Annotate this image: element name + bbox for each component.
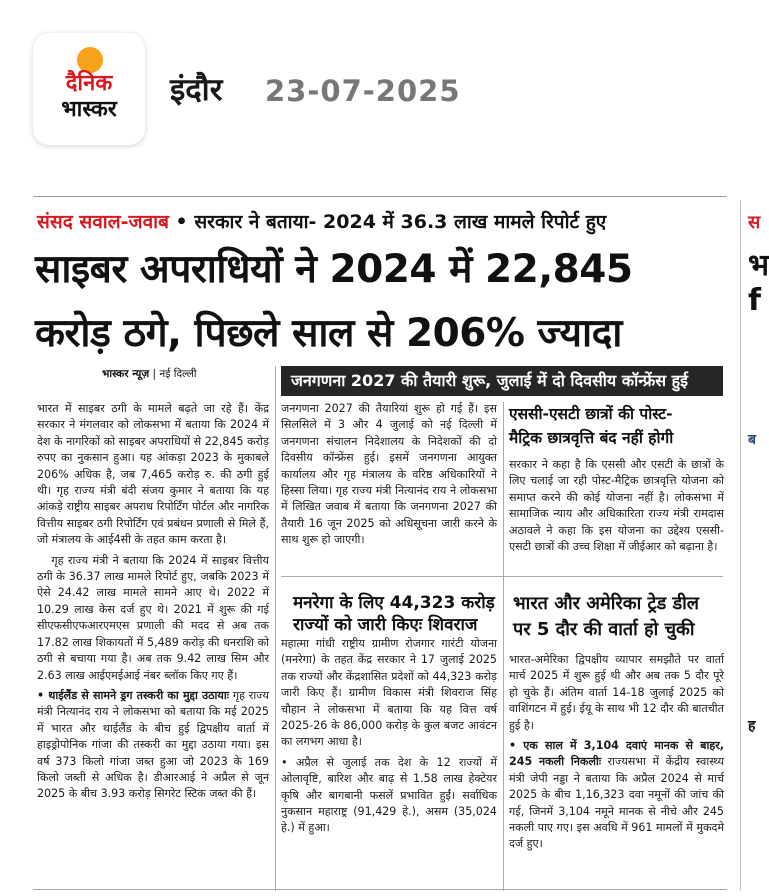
section-label: संसद सवाल-जवाब	[37, 211, 169, 233]
census-para: जनगणना 2027 की तैयारियां शुरू हो गई हैं। इस सिलसिले में 3 और 4 जुलाई को नई दिल्ली में जनगणना संचालन निदेशालय के निदेशकों की दो दिवसीय कॉन्फ्रेंस हुई। इसमें जनगणना आयुक्त कार्यालय और गृह मंत्रालय के वरिष्ठ अधिकारियों ने हिस्सा लिया। गृह राज्य मंत्री नित्यानंद राय ने लोकसभा में लिखित जवाब में बताया कि जनगणना 2027 की तैयारी 16 जून 2025 को अधिसूचना जारी करने के साथ शुरू हो जाएगी।	[281, 402, 497, 547]
logo-sun-icon	[77, 47, 103, 73]
story-kicker	[37, 208, 737, 236]
bottom-divider	[33, 889, 727, 890]
main-para-3-text: गृह राज्य मंत्री नित्यानंद राय ने लोकसभा को बताया कि मई 2025 में भारत और थाईलैंड के बीच हुई द्विपक्षीय वार्ता में हाइड्रोपोनिक गांजा की तस्करी का मुद्दा उठाया गया। इस वर्ष 373 किलो गांजा जब्त हुआ जो 2023 के 169 किलो जब्ती से अधिक है। डीआरआई ने अप्रैल से जून 2025 के बीच 3.93 करोड़ सिगरेट स्टिक जब्त की हैं।	[37, 688, 269, 801]
edition-city: इंदौर	[170, 72, 223, 108]
main-headline-line1: साइबर अपराधियों ने 2024 में 22,845	[35, 247, 633, 292]
sliver-char-4: ब	[748, 432, 756, 448]
sc-st-headline-line2: मैट्रिक छात्रवृत्ति बंद नहीं होगी	[509, 429, 674, 447]
main-para-2: गृह राज्य मंत्री ने बताया कि 2024 में साइबर वित्तीय ठगी के 36.37 लाख मामले रिपोर्ट हुए, जबकि 2023 में ऐसे 24.42 लाख मामले सामने आए थे। 2022 में 10.29 लाख केस दर्ज हुए थे। 2021 में शुरू की गई सीएफसीएफआरएमएस प्रणाली की मदद से अब तक 17.82 लाख शिकायतों में 5,489 करोड़ की धनराशि को ठगी से बचाया गया है। अब तक 9.42 लाख सिम और 2.63 लाख आईएमईआई नंबर ब्लॉक किए गए हैं।	[37, 553, 269, 682]
trade-body	[509, 652, 724, 857]
trade-para-2-text: राज्यसभा में केंद्रीय स्वास्थ्य मंत्री जेपी नड्डा ने बताया कि अप्रैल 2024 से मार्च 2025 के बीच 1,16,323 दवा नमूनों की जांच की गई, जिनमें 3,104 नमूने मानक से नीचे और 245 नकली पाए गए। इस अवधि में 961 मामलों में मुकदमे दर्ज हुए।	[509, 755, 725, 851]
main-para-3-lead: • थाईलैंड से सामने ड्रग तस्करी का मुद्दा उठायाः	[37, 688, 229, 702]
trade-headline-line2: पर 5 दौर की वार्ता हो चुकी	[513, 619, 695, 640]
column-divider-1	[275, 366, 276, 891]
top-divider	[33, 196, 727, 197]
edition-date: 23-07-2025	[265, 74, 461, 108]
mgnrega-headline-line1: मनरेगा के लिए 44,323 करोड़	[293, 593, 495, 613]
logo-text-line1: दैनिक	[65, 71, 113, 96]
byline-agency: भास्कर न्यूज़	[102, 368, 150, 380]
census-divider	[281, 576, 723, 577]
byline	[102, 367, 197, 381]
mgnrega-body	[281, 636, 497, 841]
main-para-1: भारत में साइबर ठगी के मामले बढ़ते जा रहे हैं। केंद्र सरकार ने मंगलवार को लोकसभा में बताया कि 2024 में देश के नागरिकों को साइबर अपराधियों से 22,845 करोड़ रुपए का नुकसान हुआ। यह आंकड़ा 2023 के मुकाबले 206% अधिक है, जब 7,465 करोड़ रु. की ठगी हुई थी। गृह राज्य मंत्री बंदी संजय कुमार ने बताया कि यह आंकड़े राष्ट्रीय साइबर अपराध रिपोर्टिंग पोर्टल और नागरिक वित्तीय साइबर ठगी रिपोर्टिंग एवं प्रबंधन प्रणाली से मिले हैं, जो मंत्रालय के आई4सी के तहत काम करता है।	[37, 402, 269, 547]
sc-st-body	[509, 457, 724, 559]
trade-para-2	[509, 738, 724, 853]
kicker-bullet: •	[175, 211, 188, 233]
main-para-3	[37, 688, 269, 803]
logo-text-line2: भास्कर	[61, 97, 117, 122]
trade-para-2-lead: • एक साल में 3,104 दवाएं मानक से बाहर, 245 नकली निकलीः	[509, 739, 724, 769]
column-divider-2	[503, 402, 504, 891]
sc-st-headline-line1: एससी-एसटी छात्रों की पोस्ट-	[509, 405, 673, 423]
census-headline: जनगणना 2027 की तैयारी शुरू, जुलाई में दो दिवसीय कॉन्फ्रेंस हुई	[291, 371, 689, 390]
sliver-char-3: f	[748, 283, 762, 318]
mgnrega-para-2: • अप्रैल से जुलाई तक देश के 12 राज्यों में ओलावृष्टि, बारिश और बाढ़ से 1.58 लाख हेक्टेयर कृषि और बागबानी फसलें प्रभावित हुईं। सर्वाधिक नुकसान महाराष्ट्र (91,429 हे.), असम (35,024 हे.) में हुआ।	[281, 755, 497, 835]
sc-st-para: सरकार ने कहा है कि एससी और एसटी के छात्रों के लिए चलाई जा रही पोस्ट-मैट्रिक छात्रवृत्ति योजना को समाप्त करने की कोई योजना नहीं है। लोकसभा में सामाजिक न्याय और अधिकारिता राज्य मंत्री रामदास अठावले ने कहा कि इस योजना का उद्देश्य एससी-एसटी छात्रों की उच्च शिक्षा में जीईआर को बढ़ाना है।	[509, 458, 724, 554]
byline-place: | नई दिल्ली	[152, 368, 197, 380]
sliver-char-2: भ	[748, 248, 769, 283]
sliver-char-1: स	[748, 212, 761, 233]
mgnrega-headline-line2: राज्यों को जारी किएः शिवराज	[293, 615, 478, 635]
kicker-text: सरकार ने बताया- 2024 में 36.3 लाख मामले रिपोर्ट हुए	[194, 211, 607, 233]
main-headline-line2: करोड़ ठगे, पिछले साल से 206% ज्यादा	[35, 311, 622, 356]
sliver-char-5: ह	[748, 718, 756, 734]
main-story-body	[37, 401, 269, 807]
trade-headline-line1: भारत और अमेरिका ट्रेड डील	[513, 593, 700, 614]
trade-para-1: भारत-अमेरिका द्विपक्षीय व्यापार समझौते पर वार्ता मार्च 2025 में शुरू हुई थी और अब तक 5 दौर पूरे हो चुके हैं। अंतिम वार्ता 14-18 जुलाई 2025 को वाशिंगटन में हुई। ईयू के साथ भी 12 दौर की बातचीत हुई है।	[509, 653, 724, 732]
census-body	[281, 401, 497, 553]
mgnrega-para-1: महात्मा गांधी राष्ट्रीय ग्रामीण रोजगार गारंटी योजना (मनरेगा) के तहत केंद्र सरकार ने 17 जुलाई 2025 तक राज्यों और केंद्रशासित प्रदेशों को 44,323 करोड़ जारी किए हैं। ग्रामीण विकास मंत्री शिवराज सिंह चौहान ने लोकसभा में बताया कि यह वित्त वर्ष 2025-26 के 86,000 करोड़ के कुल बजट आवंटन का लगभग आधा है।	[281, 637, 497, 749]
dainik-bhaskar-logo	[33, 33, 145, 145]
